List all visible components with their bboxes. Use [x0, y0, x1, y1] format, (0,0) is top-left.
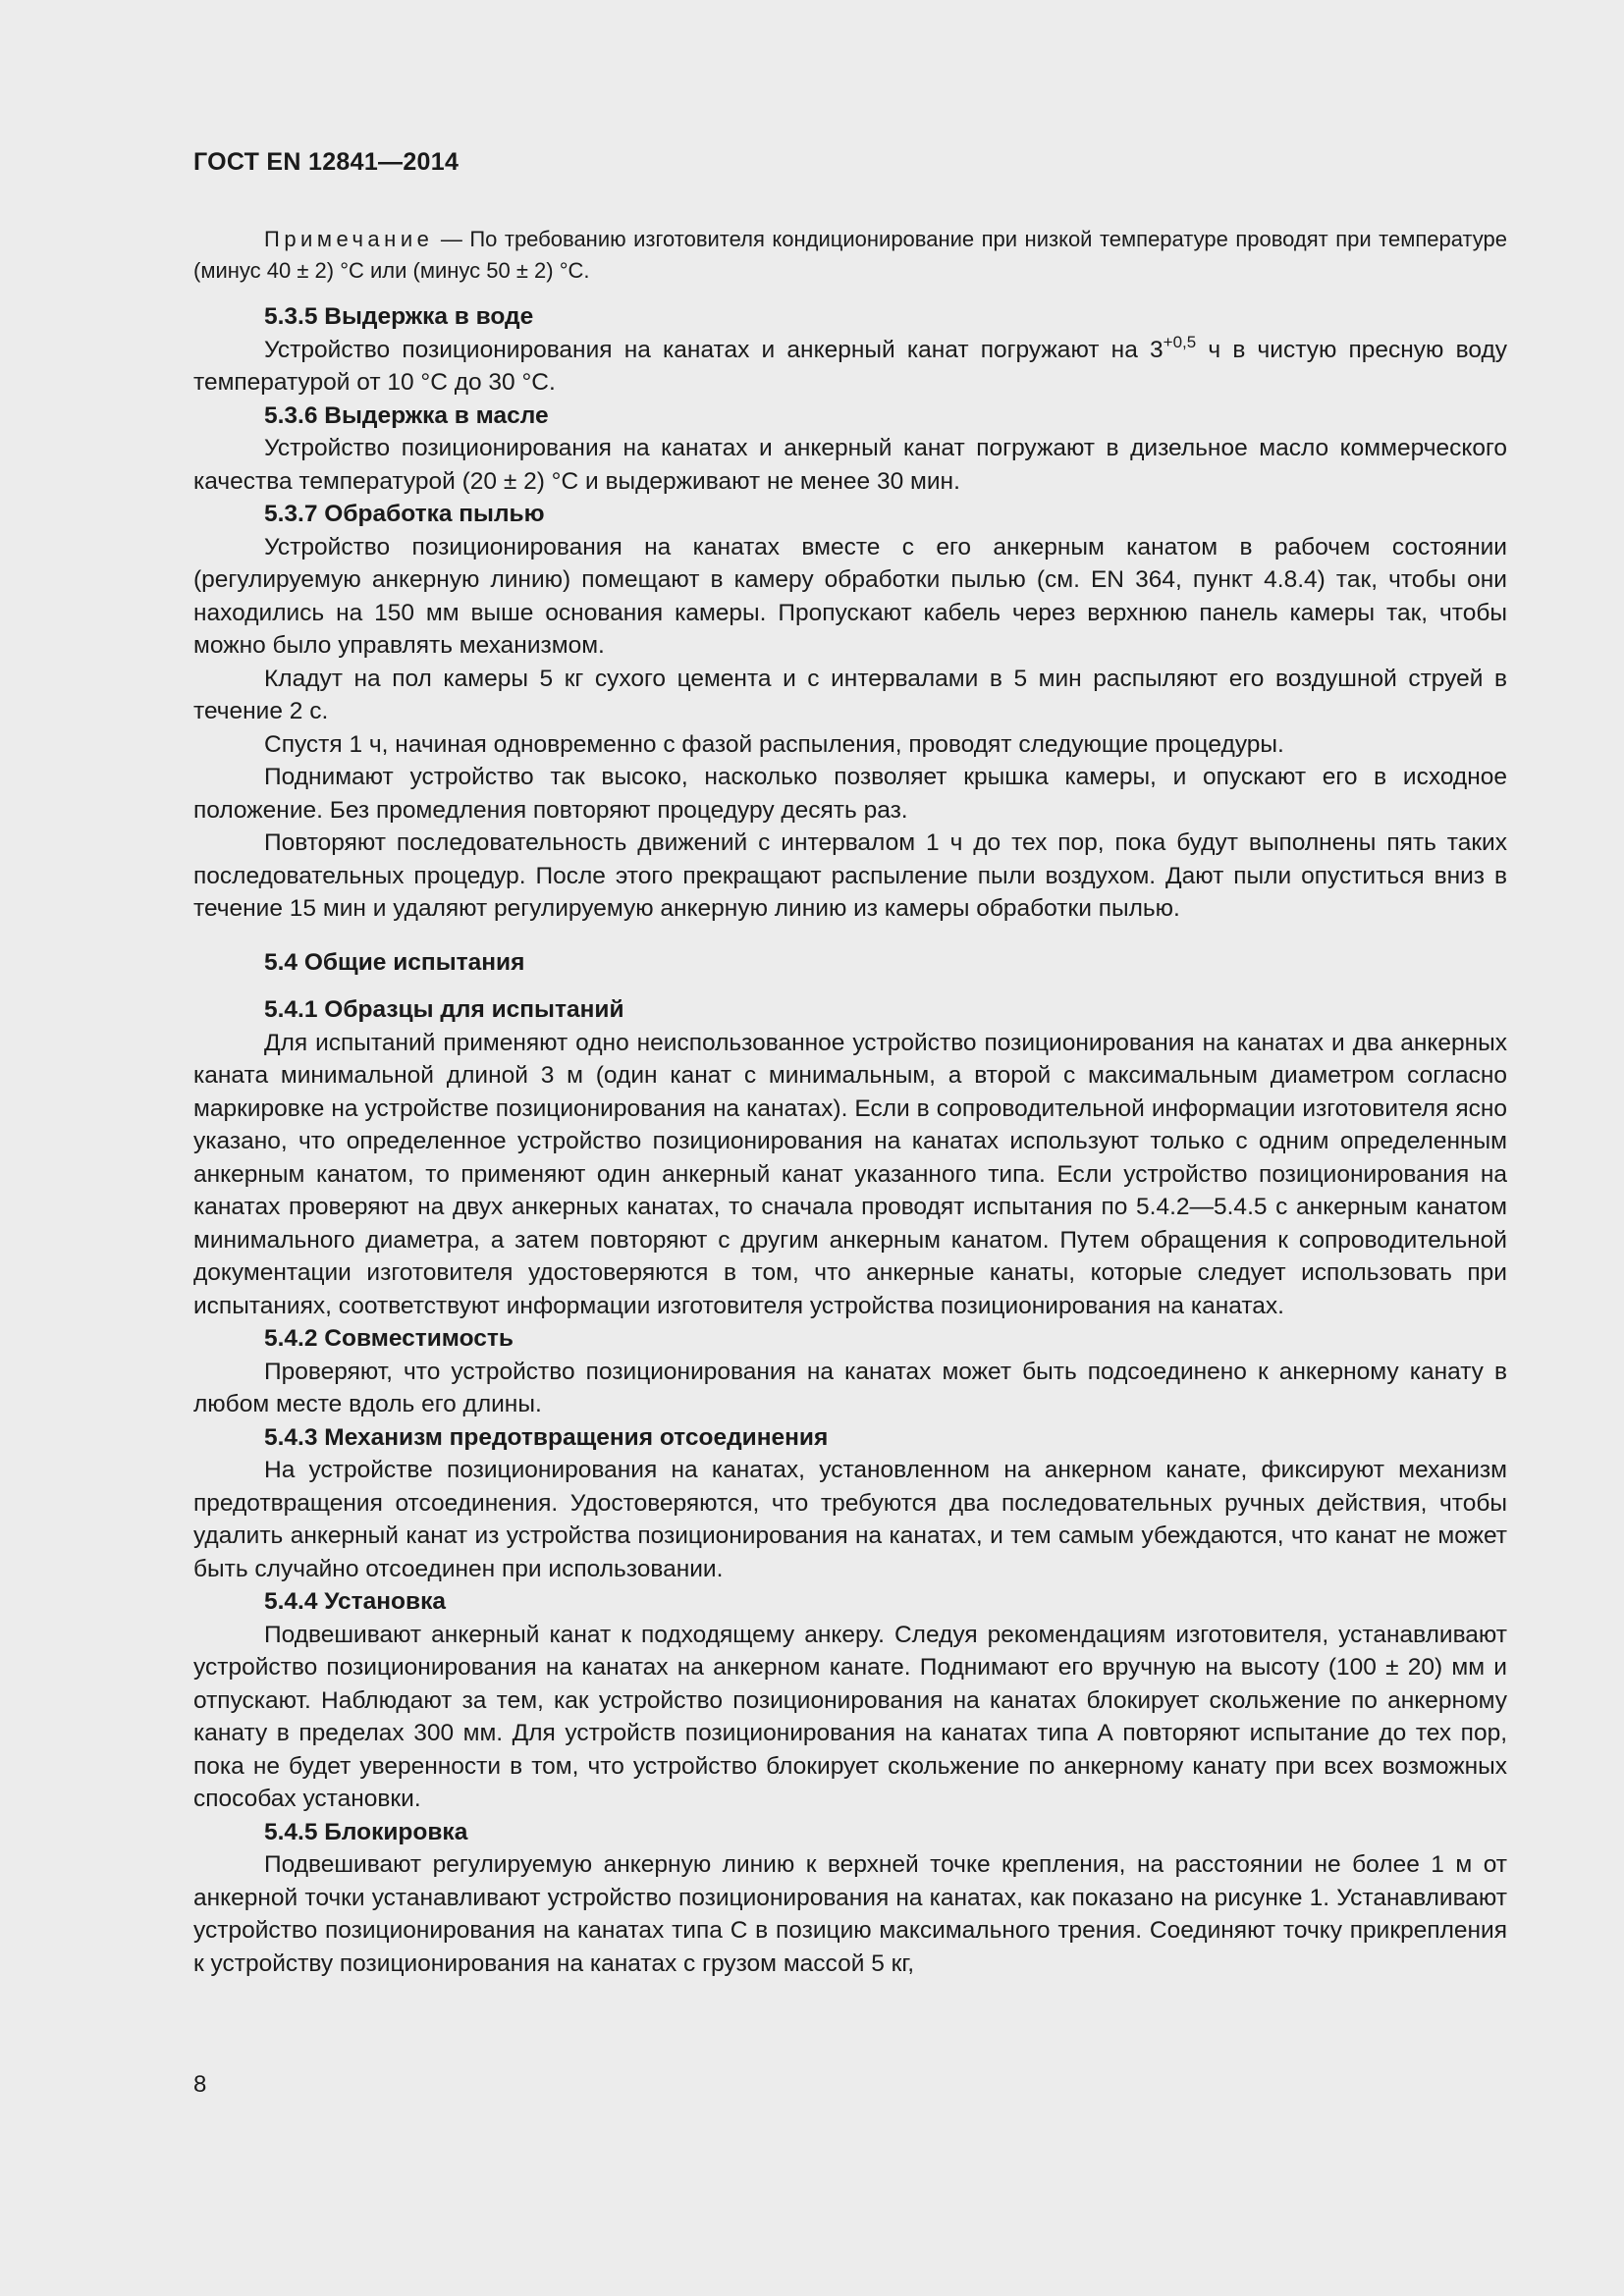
section-5-3-7-paragraph-3: Спустя 1 ч, начиная одновременно с фазой распыления, проводят следующие процедуры. [264, 730, 1284, 758]
section-5-3-5-text-end: ч в чистую пресную воду температурой от 10 °С до 30 °С. [193, 336, 1507, 396]
note-label: Примечание [264, 227, 434, 251]
note-paragraph [193, 224, 1507, 287]
spacer [193, 926, 1507, 946]
section-5-4-heading: 5.4 Общие испытания [264, 948, 525, 976]
document-body [193, 224, 1507, 1980]
section-5-3-7-paragraph-4: Поднимают устройство так высоко, насколько позволяет крышка камеры, и опускают его в исходное положение. Без промедления повторяют процедуру десять раз. [193, 764, 1507, 824]
section-5-4-4-heading: 5.4.4 Установка [264, 1588, 446, 1615]
section-5-3-5-text-start: Устройство позиционирования на канатах и анкерный канат погружают на 3 [264, 336, 1164, 363]
section-5-3-7-paragraph-5: Повторяют последовательность движений с интервалом 1 ч до тех пор, пока будут выполнены пять таких последовательных процедур. После этого прекращают распыление пыли воздухом. Дают пыли опуститься вниз в течение 15 мин и удаляют регулируемую анкерную линию из камеры обработки пылью. [193, 829, 1507, 922]
section-5-4-5-paragraph: Подвешивают регулируемую анкерную линию к верхней точке крепления, на расстоянии не более 1 м от анкерной точки устанавливают устройство позиционирования на канатах, как показано на рисунке 1. Устанавливают устройство позиционирования на канатах типа С в позицию максимального трения. Соединяют точку прикрепления к устройству позиционирования на канатах с грузом массой 5 кг, [193, 1851, 1507, 1977]
section-5-4-4-paragraph: Подвешивают анкерный канат к подходящему анкеру. Следуя рекомендациям изготовителя, устанавливают устройство позиционирования на канатах на анкерном канате. Поднимают его вручную на высоту (100 ± 20) мм и отпускают. Наблюдают за тем, как устройство позиционирования на канатах блокирует скольжение по анкерному канату в пределах 300 мм. Для устройств позиционирования на канатах типа А повторяют испытание до тех пор, пока не будет уверенности в том, что устройство блокирует скольжение по анкерному канату при всех возможных способах установки. [193, 1621, 1507, 1812]
section-5-3-5-heading: 5.3.5 Выдержка в воде [264, 303, 534, 330]
section-5-4-2-heading: 5.4.2 Совместимость [264, 1325, 514, 1352]
section-5-3-7-paragraph-1: Устройство позиционирования на канатах вместе с его анкерным канатом в рабочем состоянии (регулируемую анкерную линию) помещают в камеру обработки пылью (см. EN 364, пункт 4.8.4) так, чтобы они находились на 150 мм выше основания камеры. Пропускают кабель через верхнюю панель камеры так, чтобы можно было управлять механизмом. [193, 533, 1507, 659]
section-5-3-5-paragraph [193, 334, 1507, 400]
section-5-3-7-heading: 5.3.7 Обработка пылью [264, 501, 545, 527]
section-5-3-6-paragraph: Устройство позиционирования на канатах и анкерный канат погружают в дизельное масло коммерческого качества температурой (20 ± 2) °С и выдерживают не менее 30 мин. [193, 435, 1507, 495]
section-5-4-3-paragraph: На устройстве позиционирования на канатах, установленном на анкерном канате, фиксируют механизм предотвращения отсоединения. Удостоверяются, что требуются два последовательных ручных действия, чтобы удалить анкерный канат из устройства позиционирования на канатах, и тем самым убеждаются, что канат не может быть случайно отсоединен при использовании. [193, 1457, 1507, 1582]
page-number: 8 [193, 2071, 207, 2098]
section-5-4-1-heading: 5.4.1 Образцы для испытаний [264, 996, 624, 1023]
tolerance-superscript: +0,5 [1163, 332, 1197, 351]
document-header: ГОСТ EN 12841—2014 [193, 148, 460, 176]
spacer [193, 979, 1507, 993]
note-dash: — [433, 227, 470, 251]
section-5-4-2-paragraph: Проверяют, что устройство позиционирования на канатах может быть подсоединено к анкерному канату в любом месте вдоль его длины. [193, 1358, 1507, 1417]
section-5-4-3-heading: 5.4.3 Механизм предотвращения отсоединения [264, 1423, 829, 1451]
section-5-3-7-paragraph-2: Кладут на пол камеры 5 кг сухого цемента и с интервалами в 5 мин распыляют его воздушной струей в течение 2 с. [193, 665, 1507, 724]
section-5-3-6-heading: 5.3.6 Выдержка в масле [264, 401, 549, 429]
note-text: По требованию изготовителя кондиционирование при низкой температуре проводят при температуре (минус 40 ± 2) °С или (минус 50 ± 2) °С. [193, 227, 1508, 283]
section-5-4-1-paragraph: Для испытаний применяют одно неиспользованное устройство позиционирования на канатах и два анкерных каната минимальной длиной 3 м (один канат с минимальным, а второй с максимальным диаметром согласно маркировке на устройстве позиционирования на канатах). Если в сопроводительной информации изготовителя ясно указано, что определенное устройство позиционирования на канатах используют только с одним определенным анкерным канатом, то применяют один анкерный канат указанного типа. Если устройство позиционирования на канатах проверяют на двух анкерных канатах, то сначала проводят испытания по 5.4.2—5.4.5 с анкерным канатом минимального диаметра, а затем повторяют с другим анкерным канатом. Путем обращения к сопроводительной документации изготовителя удостоверяются в том, что анкерные канаты, которые следует использовать при испытаниях, соответствуют информации изготовителя устройства позиционирования на канатах. [193, 1029, 1507, 1319]
section-5-4-5-heading: 5.4.5 Блокировка [264, 1818, 468, 1845]
